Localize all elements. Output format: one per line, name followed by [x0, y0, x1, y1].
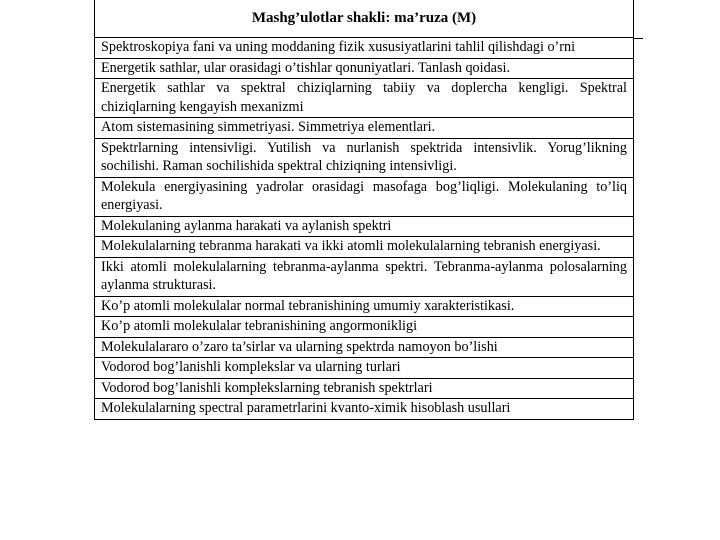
- table-header: Mashg’ulotlar shakli: ma’ruza (M): [95, 0, 634, 38]
- table-row: [95, 216, 634, 237]
- topic-cell: Ikki atomli molekulalarning tebranma-aylanma spektri. Tebranma-aylanma polosalarning aylanma strukturasi.: [95, 257, 634, 296]
- topic-cell: Energetik sathlar va spektral chiziqlarning tabiiy va doplercha kengligi. Spektral chiziqlarning kengayish mexanizmi: [95, 79, 634, 118]
- table-row: [95, 257, 634, 296]
- topic-cell: Atom sistemasining simmetriyasi. Simmetriya elementlari.: [95, 118, 634, 139]
- table-side-rule: [634, 38, 643, 39]
- topic-cell: Molekulalarning spectral parametrlarini kvanto-ximik hisoblash usullari: [95, 399, 634, 420]
- table-row: [95, 296, 634, 317]
- topic-cell: Energetik sathlar, ular orasidagi o’tishlar qonuniyatlari. Tanlash qoidasi.: [95, 58, 634, 79]
- table-row: [95, 358, 634, 379]
- table-row: [95, 38, 634, 59]
- topic-cell: Vodorod bog’lanishli komplekslar va ularning turlari: [95, 358, 634, 379]
- table-row: [95, 378, 634, 399]
- table-row: [95, 337, 634, 358]
- topic-cell: Molekula energiyasining yadrolar orasidagi masofaga bog’liqligi. Molekulaning to’liq energiyasi.: [95, 177, 634, 216]
- table-header-row: [95, 0, 634, 38]
- table-row: [95, 79, 634, 118]
- topic-cell: Molekulalarning tebranma harakati va ikki atomli molekulalarning tebranish energiyasi.: [95, 237, 634, 258]
- topic-cell: Molekulaning aylanma harakati va aylanish spektri: [95, 216, 634, 237]
- table-row: [95, 317, 634, 338]
- table-row: [95, 118, 634, 139]
- topic-cell: Spektrlarning intensivligi. Yutilish va nurlanish spektrida intensivlik. Yorug’likning sochilishi. Raman sochilishida spektral chiziqning intensivligi.: [95, 138, 634, 177]
- lecture-topics-table: [94, 0, 634, 420]
- table-row: [95, 138, 634, 177]
- topic-cell: Ko’p atomli molekulalar tebranishining angormonikligi: [95, 317, 634, 338]
- topic-cell: Ko’p atomli molekulalar normal tebranishining umumiy xarakteristikasi.: [95, 296, 634, 317]
- topic-cell: Spektroskopiya fani va uning moddaning fizik xususiyatlarini tahlil qilishdagi o’rni: [95, 38, 634, 59]
- table-row: [95, 399, 634, 420]
- topic-cell: Molekulalararo o’zaro ta’sirlar va ularning spektrda namoyon bo’lishi: [95, 337, 634, 358]
- table-row: [95, 237, 634, 258]
- table-row: [95, 177, 634, 216]
- table-row: [95, 58, 634, 79]
- topic-cell: Vodorod bog’lanishli komplekslarning tebranish spektrlari: [95, 378, 634, 399]
